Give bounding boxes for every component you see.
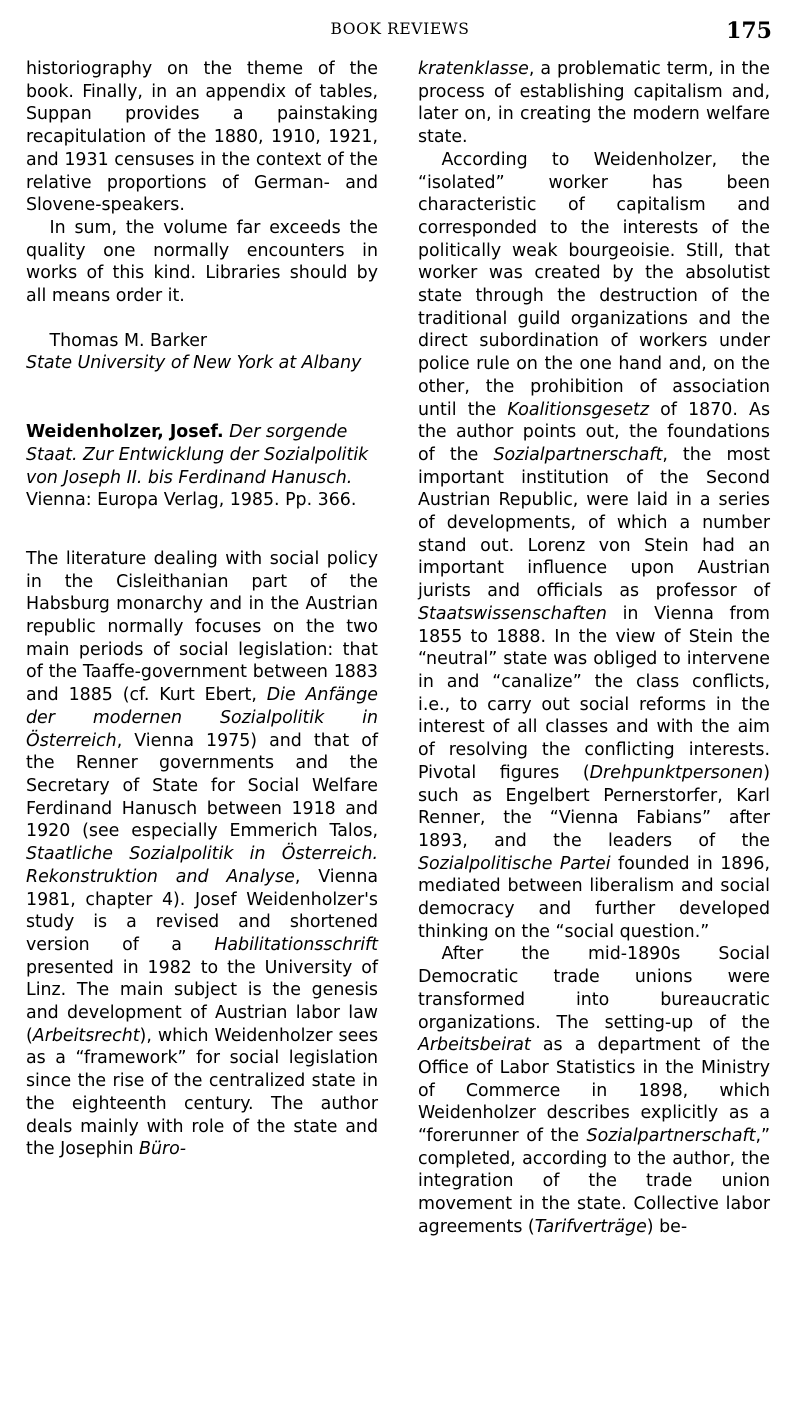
- cited-title-1: Die Anfänge der modernen Sozialpolitik in Österreich: [26, 685, 378, 751]
- book-imprint: Vienna: Europa Verlag, 1985. Pp. 366.: [26, 490, 357, 511]
- term-koalitionsgesetz: Koalitionsgesetz: [507, 399, 649, 420]
- p3-text-b: as a department of the Office of Labor Statistics in the Ministry of Commerce in 1898, which Weidenholzer describes explicitly as a “forerunner of the: [418, 1035, 770, 1147]
- term-kratenklasse: kratenklasse: [418, 59, 529, 79]
- term-tarifvertrage: Tarifverträge: [534, 1216, 647, 1237]
- review-text-b: , Vienna 1975) and that of the Renner governments and the Secretary of State for Social Welfare Ferdinand Hanusch between 1918 and 1920 (see especially Emmerich Talos,: [26, 730, 378, 842]
- term-arbeitsbeirat: Arbeitsbeirat: [418, 1035, 531, 1056]
- p2-text-f: founded in 1896, mediated between liberalism and social democracy and further developed thinking on the “social question.”: [418, 853, 770, 942]
- p3-text-d: ) be-: [646, 1216, 688, 1237]
- paragraph-continued-right: [418, 58, 770, 149]
- review-paragraph-1: [26, 548, 378, 1161]
- review-text-a: The literature dealing with social policy in the Cisleithanian part of the Habsburg monarchy and in the Austrian republic normally focuses on the two main periods of social legislation: that of the Taaffe-government between 1883 and 1885 (cf. Kurt Ebert,: [26, 548, 378, 706]
- page-number: 175: [726, 18, 772, 44]
- term-sozialpartnerschaft-2: Sozialpartnerschaft: [586, 1126, 756, 1147]
- term-staatswissenschaften: Staatswissenschaften: [418, 603, 607, 624]
- p2-text-a: According to Weidenholzer, the “isolated” worker has been characteristic of capitalism and corresponded to the interests of the politically weak bourgeoisie. Still, that worker was created by the absolutist state through the destruction of the traditional guild organizations and the direct subordination of workers under police rule on the one hand and, on the other, the prohibition of association until the: [418, 149, 770, 420]
- paragraph-summary: In sum, the volume far exceeds the quality one normally encounters in works of this kind. Libraries should by all means order it.: [26, 217, 378, 307]
- term-habilitationsschrift: Habilitationsschrift: [214, 934, 378, 955]
- book-author: Weidenholzer, Josef.: [26, 422, 224, 443]
- term-buro: Büro-: [139, 1139, 187, 1160]
- reviewer-affiliation: State University of New York at Albany: [26, 353, 362, 374]
- review-text-d: presented in 1982 to the University of Linz. The main subject is the genesis and development of Austrian labor law (: [26, 957, 378, 1046]
- term-drehpunktpersonen: Drehpunktpersonen: [589, 762, 764, 783]
- running-head: [26, 18, 774, 52]
- running-head-title: BOOK REVIEWS: [330, 20, 470, 38]
- term-sozialpolitische-partei: Sozialpolitische Partei: [418, 853, 611, 874]
- p3-text-a: After the mid-1890s Social Democratic trade unions were transformed into bureaucratic organizations. The setting-up of the: [418, 944, 770, 1033]
- cited-title-2: Staatliche Sozialpolitik in Österreich. Rekonstruktion and Analyse: [26, 844, 378, 887]
- term-arbeitsrecht: Arbeitsrecht: [32, 1025, 140, 1046]
- paragraph-continued: historiography on the theme of the book. Finally, in an appendix of tables, Suppan provides a painstaking recapitulation of the 1880, 1910, 1921, and 1931 censuses in the context of the relative proportions of German- and Slovene-speakers.: [26, 59, 378, 216]
- p2-text-c: , the most important institution of the Second Austrian Republic, were laid in a series of developments, of which a number stand out. Lorenz von Stein had an important influence upon Austrian jurists and officials as professor of: [418, 444, 770, 602]
- cont-text-a: , a problematic term, in the process of establishing capitalism and, later on, in creating the modern welfare state.: [418, 59, 770, 148]
- left-column: [26, 58, 378, 1161]
- book-entry-heading: [26, 421, 378, 512]
- p2-text-d: in Vienna from 1855 to 1888. In the view of Stein the “neutral” state was obliged to intervene in and “canalize” the class conflicts, i.e., to carry out social reforms in the interest of all classes and with the aim of resolving the conflicting interests. Pivotal figures (: [418, 603, 770, 783]
- p2-text-e: ) such as Engelbert Pernerstorfer, Karl Renner, the “Vienna Fabians” after 1893, and the leaders of the: [418, 762, 770, 851]
- reviewer-name: Thomas M. Barker: [49, 330, 208, 351]
- reviewer-signature: [26, 330, 378, 375]
- p2-text-b: of 1870. As the author points out, the foundations of the: [418, 399, 771, 465]
- right-column: [418, 58, 770, 1239]
- review-paragraph-3: [418, 943, 770, 1238]
- book-title: Der sorgende Staat. Zur Entwicklung der Sozialpolitik von Joseph II. bis Ferdinand Hanusch.: [26, 422, 369, 488]
- review-text-c: , Vienna 1981, chapter 4). Josef Weidenholzer's study is a revised and shortened version of a: [26, 866, 378, 955]
- review-text-e: ), which Weidenholzer sees as a “framework” for social legislation since the rise of the centralized state in the eighteenth century. The author deals mainly with role of the state and the Josephin: [26, 1025, 378, 1160]
- p3-text-c: ,” completed, according to the author, the integration of the trade union movement in the state. Collective labor agreements (: [418, 1126, 770, 1237]
- term-sozialpartnerschaft: Sozialpartnerschaft: [493, 444, 663, 465]
- two-column-body: [26, 58, 774, 1239]
- review-paragraph-2: [418, 149, 770, 944]
